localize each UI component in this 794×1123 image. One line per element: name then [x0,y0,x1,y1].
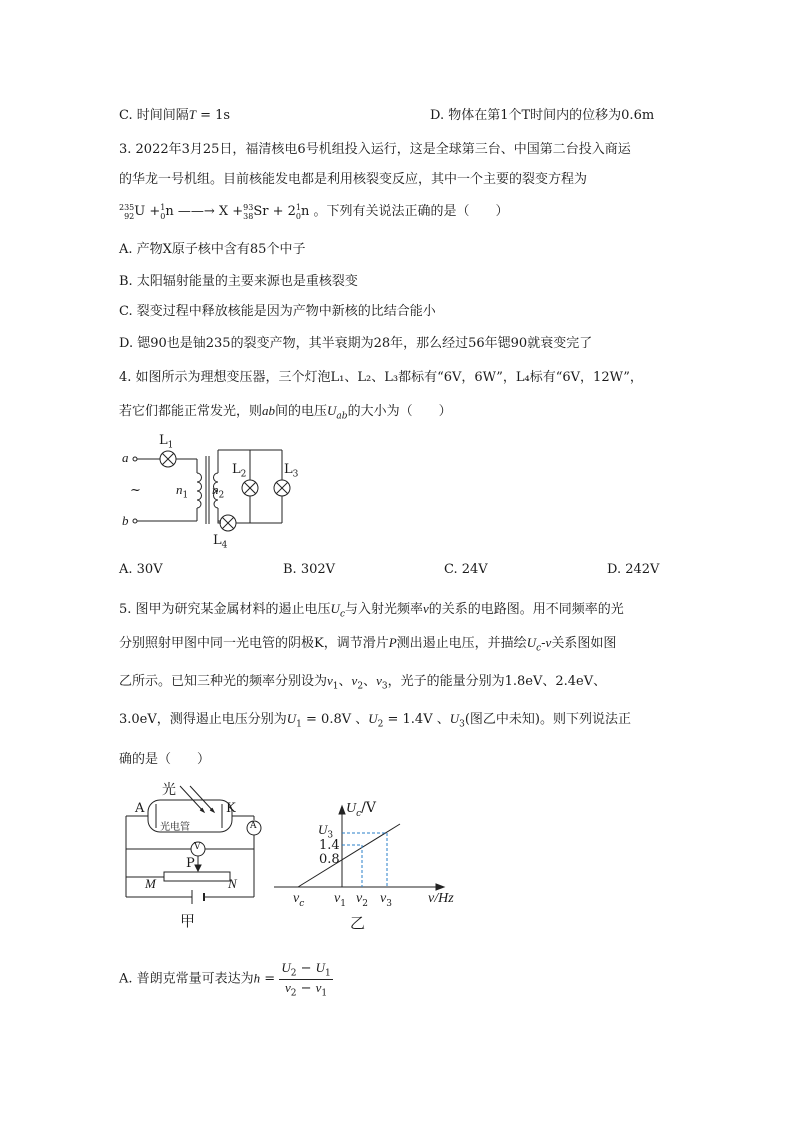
q3-option-b: B. 太阳辐射能量的主要来源也是重核裂变 [119,274,358,289]
q5-line5: 确的是（ ） [119,752,211,767]
q3-option-a: A. 产物X原子核中含有85个中子 [119,242,306,257]
transformer-label-L1: $L_1$ [159,433,174,451]
fig-jia-slider-label: P [186,856,195,871]
fig-yi-tick-0.8: 0.8 [319,852,340,867]
fig-yi-y-axis-label: $U_c/V$ [346,800,376,819]
fig-yi-x-axis-label: ν/Hz [428,891,454,906]
fig-jia-voltmeter-label: V [194,842,201,852]
transformer-label-L3: $L_3$ [284,462,299,480]
q5-line3: 乙所示。已知三种光的频率分别设为$\nu_1$、$\nu_2$、$\nu_3$，光子的能量分别为1.8eV、2.4eV、 [119,673,607,692]
fig-jia-light-label: 光 [162,782,176,798]
fig-jia-ammeter-label: A [250,821,257,831]
transformer-label-n2: $n_2$ [212,482,225,501]
fig-jia-anode-label: A [135,801,145,816]
transformer-label-n1: $n_1$ [176,482,189,501]
q4-option-a: A. 30V [119,562,163,577]
fig-yi-tick-U3: $U_3$ [318,822,334,841]
q5-line2: 分别照射甲图中同一光电管的阴极K，调节滑片P测出遏止电压，并描绘$U_c-\nu$关系图如图 [119,635,617,654]
option-c-line: C. 时间间隔T = 1s [119,107,231,123]
q5-option-a: A. 普朗克常量可表达为h = $\frac{U_2 - U_1}{\nu_2 - \nu_1}$ [119,960,331,999]
q5-line4: 3.0eV，测得遏止电压分别为$U_1 = 0.8V$ 、$U_2 = 1.4V$ 、$U_3$(图乙中未知)。则下列说法正 [119,711,632,730]
fig-yi-tick-v3: $\nu_3$ [380,891,392,909]
fig-jia-M-label: M [145,876,156,891]
q4-line2: 若它们都能正常发光，则ab间的电压$U_{ab}$的大小为（ ） [119,403,452,422]
transformer-label-b: b [122,513,129,528]
q4-option-c: C. 24V [444,562,488,577]
transformer-label-a: a [122,450,129,465]
fig-yi-caption: 乙 [350,914,366,932]
fig-yi-tick-v2: $\nu_2$ [356,891,368,909]
transformer-label-L2: $L_2$ [232,462,247,480]
q3-line2: 的华龙一号机组。目前核能发电都是利用核裂变反应，其中一个主要的裂变方程为 [119,172,588,187]
transformer-label-L4: $L_4$ [213,533,228,551]
q3-line1: 3. 2022年3月25日，福清核电6号机组投入运行，这是全球第三台、中国第二台投入商运 [119,142,631,157]
fig-jia-caption: 甲 [180,912,196,930]
fig-yi-tick-vc: $\nu_c$ [293,891,305,909]
q4-option-b: B. 302V [283,562,336,577]
q3-option-d: D. 锶90也是铀235的裂变产物，其半衰期为28年，那么经过56年锶90就衰变完了 [119,336,593,351]
fig-yi-tick-v1: $\nu_1$ [334,891,346,909]
fig-jia-cathode-label: K [226,801,236,816]
fig-jia-N-label: N [228,876,237,891]
transformer-label-ac: ~ [130,483,141,498]
fig-yi-tick-1.4: 1.4 [319,838,340,853]
q3-equation: 235 92U +1 0n ——→ X +93 38Sr + 21 0n 。下列有关说法正确的是（ ） [119,202,509,221]
option-d-line: D. 物体在第1个T时间内的位移为0.6m [430,108,655,123]
q3-equation-tail: 。下列有关说法正确的是（ ） [313,204,509,219]
q5-line1: 5. 图甲为研究某金属材料的遏止电压$U_c$与入射光频率ν的关系的电路图。用不同频率的光 [119,601,624,620]
fig-jia-tube-label: 光电管 [160,822,190,833]
q4-line1: 4. 如图所示为理想变压器，三个灯泡L₁、L₂、L₃都标有“6V，6W”，L₄标有“6V，12W”， [119,370,643,385]
q4-option-d: D. 242V [607,562,660,577]
q3-option-c: C. 裂变过程中释放核能是因为产物中新核的比结合能小 [119,304,436,319]
